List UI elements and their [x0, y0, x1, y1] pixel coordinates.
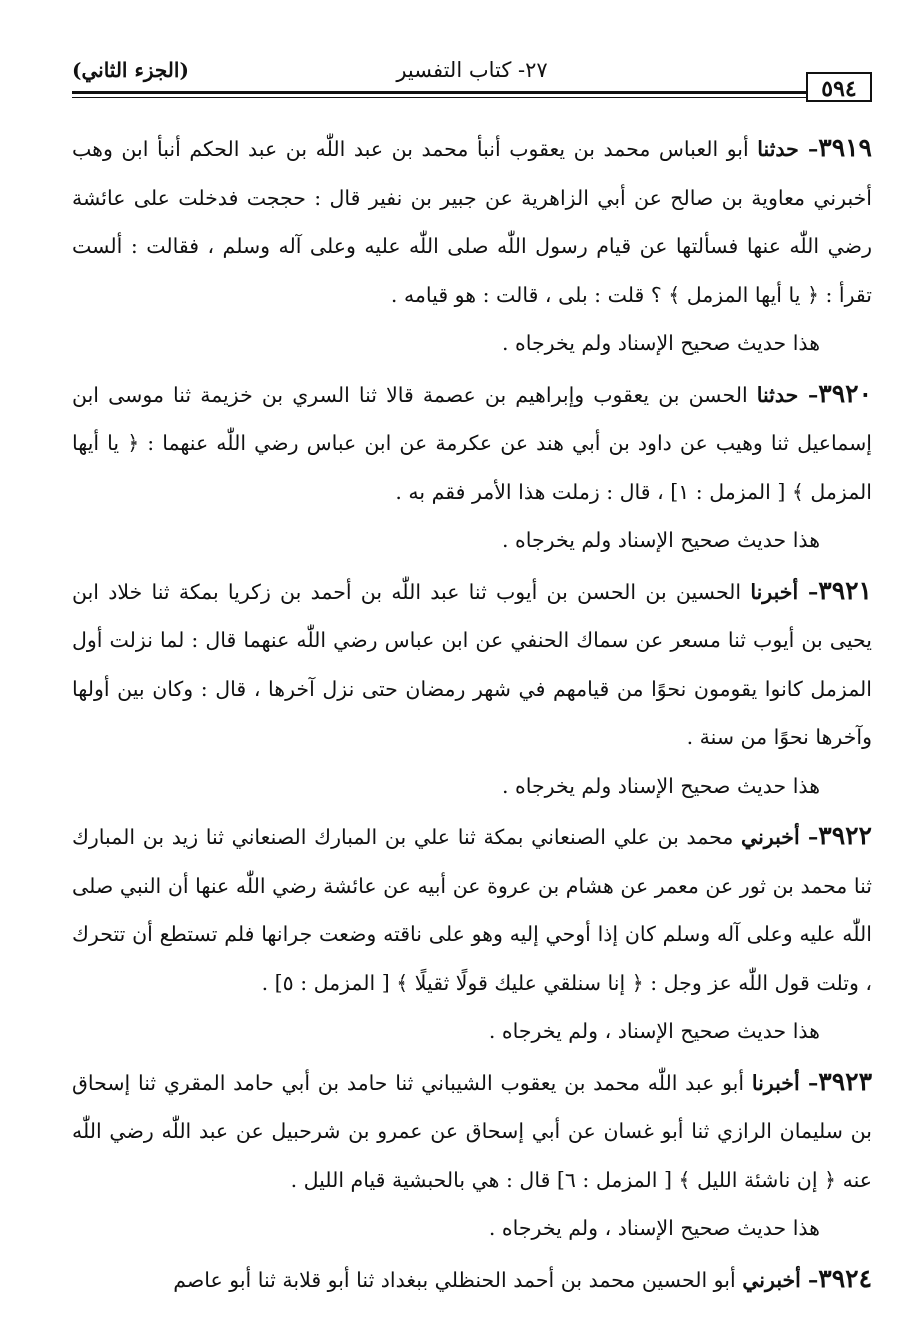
- hadith-paragraph: ٣٩٢٠– حدثنا الحسن بن يعقوب وإبراهيم بن عصمة قالا ثنا السري بن خزيمة ثنا موسى ابن إسماعيل ثنا وهيب عن داود بن أبي هند عن عكرمة عن ابن عباس رضي اللّٰه عنهما : ﴿ يا أيها المزمل ﴾ [ المزمل : ١] ، قال : زملت هذا الأمر فقم به .: [72, 378, 872, 504]
- hadith-verdict: هذا حديث صحيح الإسناد ولم يخرجاه .: [501, 331, 820, 355]
- hadith-paragraph: ٣٩٢٣– أخبرنا أبو عبد اللّٰه محمد بن يعقوب الشيباني ثنا حامد بن أبي حامد المقري ثنا إسحاق بن سليمان الرازي ثنا أبو غسان عن أبي إسحاق عن عمرو بن شرحبيل عن عبد اللّٰه رضي اللّٰه عنه ﴿ إن ناشئة الليل ﴾ [ المزمل : ٦] قال : هي بالحبشية قيام الليل .: [72, 1066, 872, 1192]
- header-rule-thin: [72, 97, 806, 98]
- narration-keyword: أخبرنا: [750, 579, 799, 604]
- narration-keyword: أخبرني: [742, 1267, 801, 1292]
- hadith-text: الحسن بن يعقوب وإبراهيم بن عصمة قالا ثنا السري بن خزيمة ثنا موسى ابن إسماعيل ثنا وهيب عن داود بن أبي هند عن عكرمة عن ابن عباس رضي اللّٰه عنهما : ﴿ يا أيها المزمل ﴾ [ المزمل : ١] ، قال : زملت هذا الأمر فقم به .: [72, 382, 872, 504]
- header-rule-thick: [72, 91, 806, 94]
- hadith-3924: [72, 1255, 872, 1305]
- page-header: [72, 58, 872, 102]
- hadith-3920: [72, 370, 872, 565]
- hadith-3921: [72, 567, 872, 811]
- page-number: ٥٩٤: [806, 72, 872, 102]
- hadith-text: أبو عبد اللّٰه محمد بن يعقوب الشيباني ثنا حامد بن أبي حامد المقري ثنا إسحاق بن سليمان الرازي ثنا أبو غسان عن أبي إسحاق عن عمرو بن شرحبيل عن عبد اللّٰه رضي اللّٰه عنه ﴿ إن ناشئة الليل ﴾ [ المزمل : ٦] قال : هي بالحبشية قيام الليل .: [72, 1070, 872, 1192]
- narration-keyword: حدثنا: [756, 382, 799, 407]
- hadith-text: محمد بن علي الصنعاني بمكة ثنا علي بن المبارك الصنعاني ثنا زيد بن المبارك ثنا محمد بن ثور عن معمر عن هشام بن عروة عن أبيه عن عائشة رضي اللّٰه عنها أن النبي صلى اللّٰه عليه وعلى آله وسلم كان إذا أوحي إليه وهو على ناقته وضعت جرانها فلم تستطع أن تتحرك ، وتلت قول اللّٰه عز وجل : ﴿ إنا سنلقي عليك قولًا ثقيلًا ﴾ [ المزمل : ٥] .: [72, 825, 872, 995]
- hadith-text: أبو الحسين محمد بن أحمد الحنظلي ببغداد ثنا أبو قلابة ثنا أبو عاصم: [173, 1267, 736, 1292]
- hadith-number: ٣٩٢٤: [818, 1263, 872, 1293]
- hadith-number: ٣٩٢٢: [818, 821, 872, 850]
- hadith-paragraph: ٣٩٢٢– أخبرني محمد بن علي الصنعاني بمكة ثنا علي بن المبارك الصنعاني ثنا زيد بن المبارك ثنا محمد بن ثور عن معمر عن هشام بن عروة عن أبيه عن عائشة رضي اللّٰه عنها أن النبي صلى اللّٰه عليه وعلى آله وسلم كان إذا أوحي إليه وهو على ناقته وضعت جرانها فلم تستطع أن تتحرك ، وتلت قول اللّٰه عز وجل : ﴿ إنا سنلقي عليك قولًا ثقيلًا ﴾ [ المزمل : ٥] .: [72, 821, 872, 995]
- volume-label: (الجزء الثاني): [72, 58, 189, 82]
- hadith-verdict: هذا حديث صحيح الإسناد ، ولم يخرجاه .: [488, 1216, 820, 1240]
- hadith-text: الحسين بن الحسن بن أيوب ثنا عبد اللّٰه بن أحمد بن زكريا بمكة ثنا خلاد ابن يحيى بن أيوب ثنا مسعر عن سماك الحنفي عن ابن عباس رضي اللّٰه عنهما قال : لما نزلت أول المزمل كانوا يقومون نحوًا من قيامهم في شهر رمضان حتى نزل آخرها ، قال : وكان بين أولها وآخرها نحوًا من سنة .: [72, 579, 872, 749]
- hadith-verdict: هذا حديث صحيح الإسناد ، ولم يخرجاه .: [488, 1019, 820, 1043]
- hadith-paragraph: ٣٩١٩– حدثنا أبو العباس محمد بن يعقوب أنبأ محمد بن عبد اللّٰه بن عبد الحكم أنبأ ابن وهب أخبرني معاوية بن صالح عن أبي الزاهرية عن جبير بن نفير قال : حججت فدخلت على عائشة رضي اللّٰه عنها فسألتها عن قيام رسول اللّٰه صلى اللّٰه عليه وعلى آله وسلم ، فقالت : ألست تقرأ : ﴿ يا أيها المزمل ﴾ ؟ قلت : بلى ، قالت : هو قيامه .: [72, 133, 872, 307]
- narration-keyword: أخبرني: [741, 825, 800, 849]
- hadith-paragraph: ٣٩٢٤– أخبرني أبو الحسين محمد بن أحمد الحنظلي ببغداد ثنا أبو قلابة ثنا أبو عاصم: [173, 1263, 872, 1293]
- hadith-verdict: هذا حديث صحيح الإسناد ولم يخرجاه .: [501, 528, 820, 552]
- hadith-text: أبو العباس محمد بن يعقوب أنبأ محمد بن عبد اللّٰه بن عبد الحكم أنبأ ابن وهب أخبرني معاوية بن صالح عن أبي الزاهرية عن جبير بن نفير قال : حججت فدخلت على عائشة رضي اللّٰه عنها فسألتها عن قيام رسول اللّٰه صلى اللّٰه عليه وعلى آله وسلم ، فقالت : ألست تقرأ : ﴿ يا أيها المزمل ﴾ ؟ قلت : بلى ، قالت : هو قيامه .: [72, 137, 872, 307]
- narration-keyword: حدثنا: [757, 137, 799, 161]
- narration-keyword: أخبرنا: [751, 1070, 800, 1095]
- hadith-number: ٣٩١٩: [818, 133, 872, 162]
- page-body: [72, 124, 872, 1323]
- hadith-number: ٣٩٢٠: [818, 378, 872, 408]
- hadith-number: ٣٩٢٣: [818, 1066, 872, 1096]
- hadith-number: ٣٩٢١: [818, 575, 872, 605]
- hadith-paragraph: ٣٩٢١– أخبرنا الحسين بن الحسن بن أيوب ثنا عبد اللّٰه بن أحمد بن زكريا بمكة ثنا خلاد ابن يحيى بن أيوب ثنا مسعر عن سماك الحنفي عن ابن عباس رضي اللّٰه عنهما قال : لما نزلت أول المزمل كانوا يقومون نحوًا من قيامهم في شهر رمضان حتى نزل آخرها ، قال : وكان بين أولها وآخرها نحوًا من سنة .: [72, 575, 872, 749]
- hadith-3922: [72, 812, 872, 1056]
- chapter-title: ٢٧- كتاب التفسير: [396, 58, 548, 82]
- hadith-3923: [72, 1058, 872, 1253]
- hadith-verdict: هذا حديث صحيح الإسناد ولم يخرجاه .: [501, 773, 820, 798]
- hadith-3919: [72, 124, 872, 368]
